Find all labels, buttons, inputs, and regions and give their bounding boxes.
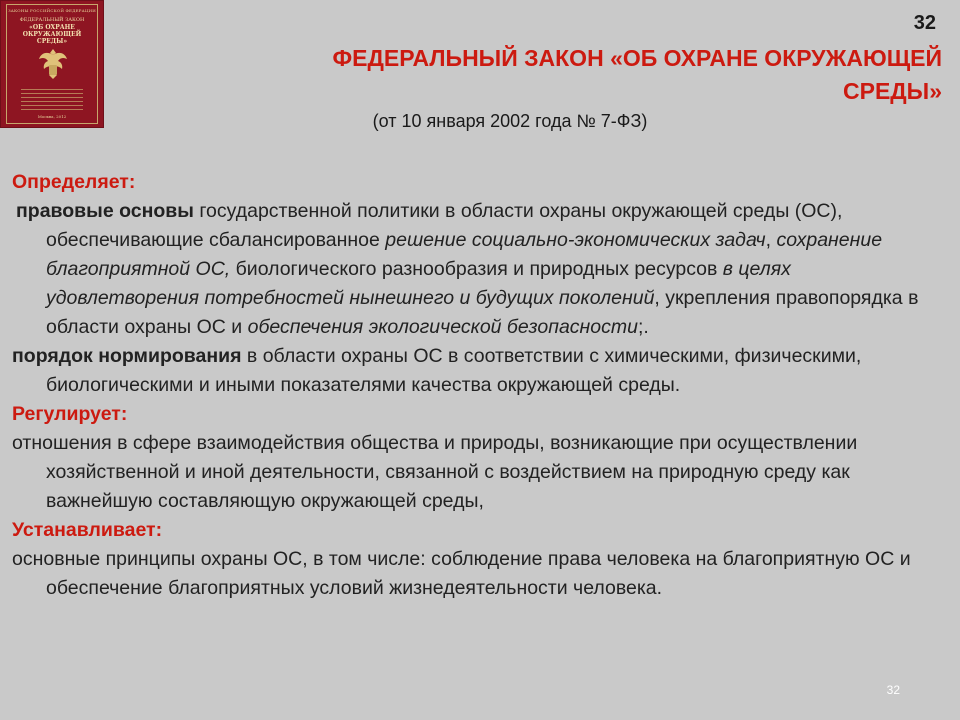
paragraph-relations: отношения в сфере взаимодействия общества и природы, возникающие при осуществлении хозяйственной и иной деятельности, связанной с воздействием на природную среду как важнейшую составляющую окружающей среды, (12, 432, 858, 512)
bold-text: правовые основы (16, 200, 194, 222)
footer-slide-number: 32 (886, 683, 900, 697)
book-title-line2: ОКРУЖАЮЩЕЙ СРЕДЫ» (22, 31, 82, 45)
text: государственной политики в области охраны окружающей среды (ОС), обеспечивающие сбалансированное (46, 200, 843, 251)
book-decor-lines (21, 89, 83, 113)
text: в области охраны ОС в соответствии с химическими, физическими, биологическими и иными показателями качества окружающей среды. (46, 345, 862, 396)
text: биологического разнообразия и природных ресурсов (230, 258, 723, 280)
paragraph-regulation-order (12, 342, 937, 400)
book-border (6, 4, 98, 124)
slide-title-line2: СРЕДЫ» (843, 78, 942, 104)
text: , (765, 229, 777, 251)
book-top-text: ЗАКОНЫ РОССИЙСКОЙ ФЕДЕРАЦИИ (8, 8, 96, 13)
book-title-line1: «ОБ ОХРАНЕ (29, 24, 75, 31)
slide-title-line1: ФЕДЕРАЛЬНЫЙ ЗАКОН «ОБ ОХРАНЕ ОКРУЖАЮЩЕЙ (332, 45, 942, 71)
paragraph-principles: основные принципы охраны ОС, в том числе: соблюдение права человека на благоприятную ОС и обеспечение благоприятных условий жизнедеятельности человека. (12, 548, 911, 599)
law-book-cover-image (0, 0, 104, 128)
section-heading-defines: Определяет: (12, 171, 136, 193)
slide-number: 32 (913, 12, 936, 34)
text: , укрепления правопорядка в области охраны ОС и (46, 287, 919, 338)
slide-content (12, 168, 937, 603)
italic-text: сохранение благоприятной ОС, (46, 229, 883, 280)
paragraph-legal-basis (12, 197, 937, 342)
book-bottom-text: Москва, 2012 (37, 114, 67, 119)
book-title (7, 24, 97, 45)
section-heading-regulates: Регулирует: (12, 403, 128, 425)
text: ;. (637, 316, 649, 338)
book-law-label: ФЕДЕРАЛЬНЫЙ ЗАКОН (19, 17, 85, 23)
italic-text: в целях удовлетворения потребностей нынешнего и будущих поколений (46, 258, 791, 309)
italic-text: решение социально-экономических задач (385, 229, 766, 251)
italic-text: обеспечения экологической безопасности (247, 316, 638, 338)
section-heading-establishes: Устанавливает: (12, 519, 163, 541)
slide-title (182, 42, 942, 108)
double-headed-eagle-icon (37, 45, 69, 81)
slide-subtitle: (от 10 января 2002 года № 7-ФЗ) (372, 111, 648, 131)
bold-text: порядок нормирования (12, 345, 242, 367)
